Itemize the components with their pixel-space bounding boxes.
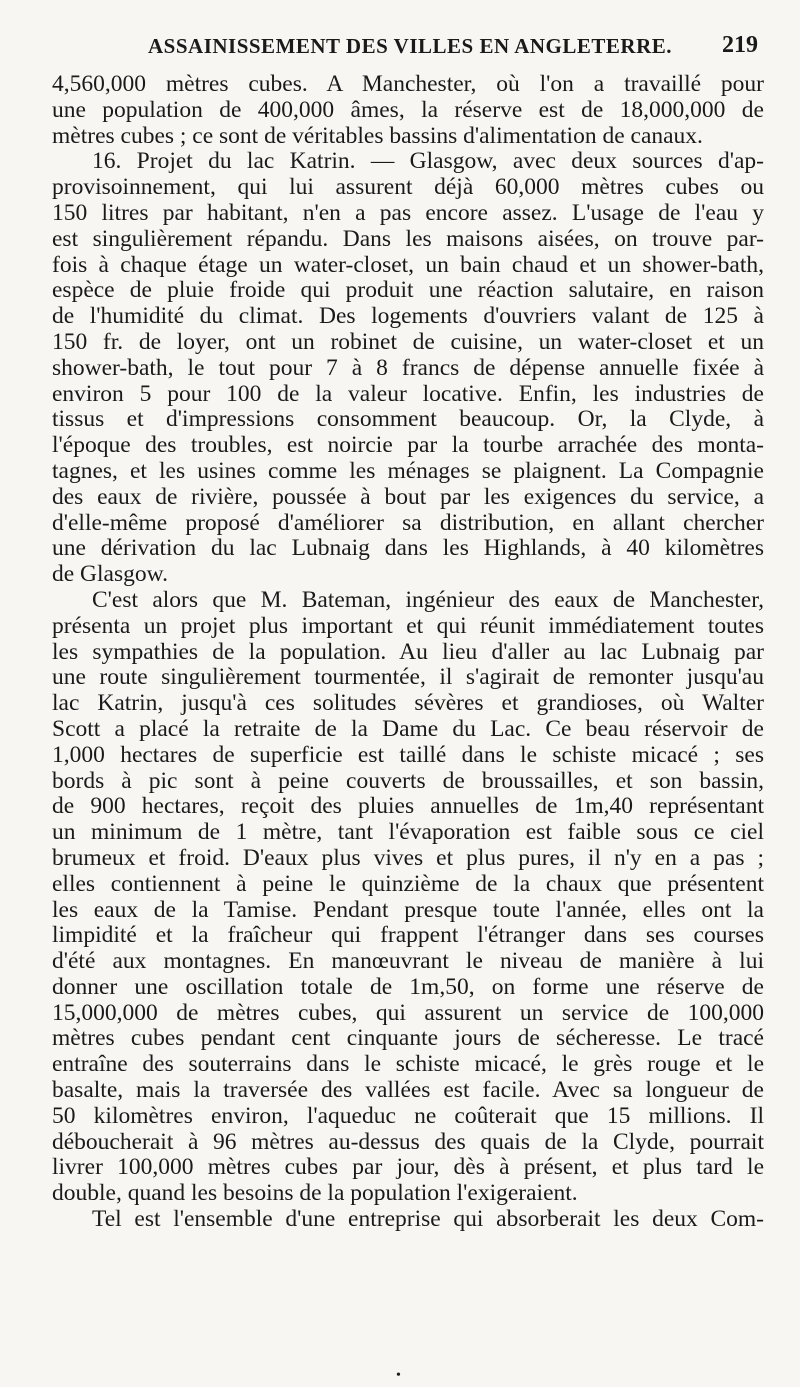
text-line: bords à pic sont à peine couverts de broussailles, et son bassin, [52, 767, 764, 794]
text-line: une route singulièrement tourmentée, il s'agirait de remonter jusqu'au [52, 664, 764, 691]
text-line: les sympathies de la population. Au lieu d'aller au lac Lubnaig par [52, 638, 764, 665]
text-line: est singulièrement répandu. Dans les maisons aisées, on trouve par- [52, 225, 764, 252]
text-line: tagnes, et les usines comme les ménages se plaignent. La Compagnie [52, 457, 764, 484]
text-line: espèce de pluie froide qui produit une réaction salutaire, en raison [52, 277, 764, 304]
text-line: livrer 100,000 mètres cubes par jour, dès à présent, et plus tard le [52, 1154, 764, 1181]
text-line: 150 fr. de loyer, ont un robinet de cuisine, un water-closet et un [52, 328, 764, 355]
running-header [52, 28, 764, 72]
text-body [52, 72, 764, 1233]
text-line: les eaux de la Tamise. Pendant presque toute l'année, elles ont la [52, 896, 764, 923]
text-line: un minimum de 1 mètre, tant l'évaporation est faible sous ce ciel [52, 819, 764, 846]
text-line: entraîne des souterrains dans le schiste micacé, le grès rouge et le [52, 1051, 764, 1078]
text-line: présenta un projet plus important et qui réunit immédiatement toutes [52, 612, 764, 639]
text-line: donner une oscillation totale de 1m,50, on forme une réserve de [52, 973, 764, 1000]
footer-mark: • [396, 1368, 401, 1383]
text-line: déboucherait à 96 mètres au-dessus des quais de la Clyde, pourrait [52, 1128, 764, 1155]
text-line: limpidité et la fraîcheur qui frappent l'étranger dans ses courses [52, 922, 764, 949]
text-line: mètres cubes pendant cent cinquante jours de sécheresse. Le tracé [52, 1025, 764, 1052]
text-line: tissus et d'impressions consomment beaucoup. Or, la Clyde, à [52, 406, 764, 433]
text-line: mètres cubes ; ce sont de véritables bassins d'alimentation de canaux. [52, 122, 703, 149]
text-line: 15,000,000 de mètres cubes, qui assurent un service de 100,000 [52, 999, 764, 1026]
text-line: elles contiennent à peine le quinzième de la chaux que présentent [52, 870, 764, 897]
page-number: 219 [722, 32, 758, 58]
text-line: Tel est l'ensemble d'une entreprise qui absorberait les deux Com- [92, 1206, 764, 1233]
text-line: des eaux de rivière, poussée à bout par les exigences du service, a [52, 483, 764, 510]
text-line: 150 litres par habitant, n'en a pas encore assez. L'usage de l'eau y [52, 199, 764, 226]
text-line: l'époque des troubles, est noircie par la tourbe arrachée des monta- [52, 432, 764, 459]
text-line: provisoinnement, qui lui assurent déjà 60,000 mètres cubes ou [52, 174, 764, 201]
text-line: 50 kilomètres environ, l'aqueduc ne coûterait que 15 millions. Il [52, 1102, 764, 1129]
text-line: basalte, mais la traversée des vallées est facile. Avec sa longueur de [52, 1077, 764, 1104]
text-line: d'elle-même proposé d'améliorer sa distribution, en allant chercher [52, 509, 764, 536]
running-title: ASSAINISSEMENT DES VILLES EN ANGLETERRE. [148, 34, 672, 58]
text-line: d'été aux montagnes. En manœuvrant le niveau de manière à lui [52, 948, 764, 975]
text-line: brumeux et froid. D'eaux plus vives et plus pures, il n'y en a pas ; [52, 844, 764, 871]
text-line: C'est alors que M. Bateman, ingénieur des eaux de Manchester, [92, 586, 764, 613]
text-line: fois à chaque étage un water-closet, un bain chaud et un shower-bath, [52, 251, 764, 278]
text-line: de 900 hectares, reçoit des pluies annuelles de 1m,40 représentant [52, 793, 764, 820]
text-line: de Glasgow. [52, 561, 168, 588]
text-line: lac Katrin, jusqu'à ces solitudes sévères et grandioses, où Walter [52, 690, 764, 717]
text-line: une dérivation du lac Lubnaig dans les Highlands, à 40 kilomètres [52, 535, 764, 562]
text-line: shower-bath, le tout pour 7 à 8 francs de dépense annuelle fixée à [52, 354, 764, 381]
text-line: une population de 400,000 âmes, la réserve est de 18,000,000 de [52, 96, 764, 123]
text-line: environ 5 pour 100 de la valeur locative. Enfin, les industries de [52, 380, 764, 407]
text-line: double, quand les besoins de la population l'exigeraient. [52, 1180, 578, 1207]
text-line: Scott a placé la retraite de la Dame du Lac. Ce beau réservoir de [52, 715, 764, 742]
book-page [52, 28, 764, 1233]
text-line: de l'humidité du climat. Des logements d'ouvriers valant de 125 à [52, 303, 764, 330]
text-line: 4,560,000 mètres cubes. A Manchester, où l'on a travaillé pour [52, 71, 764, 97]
text-line: 16. Projet du lac Katrin. — Glasgow, avec deux sources d'ap- [92, 148, 764, 175]
text-line: 1,000 hectares de superficie est taillé dans le schiste micacé ; ses [52, 741, 764, 768]
